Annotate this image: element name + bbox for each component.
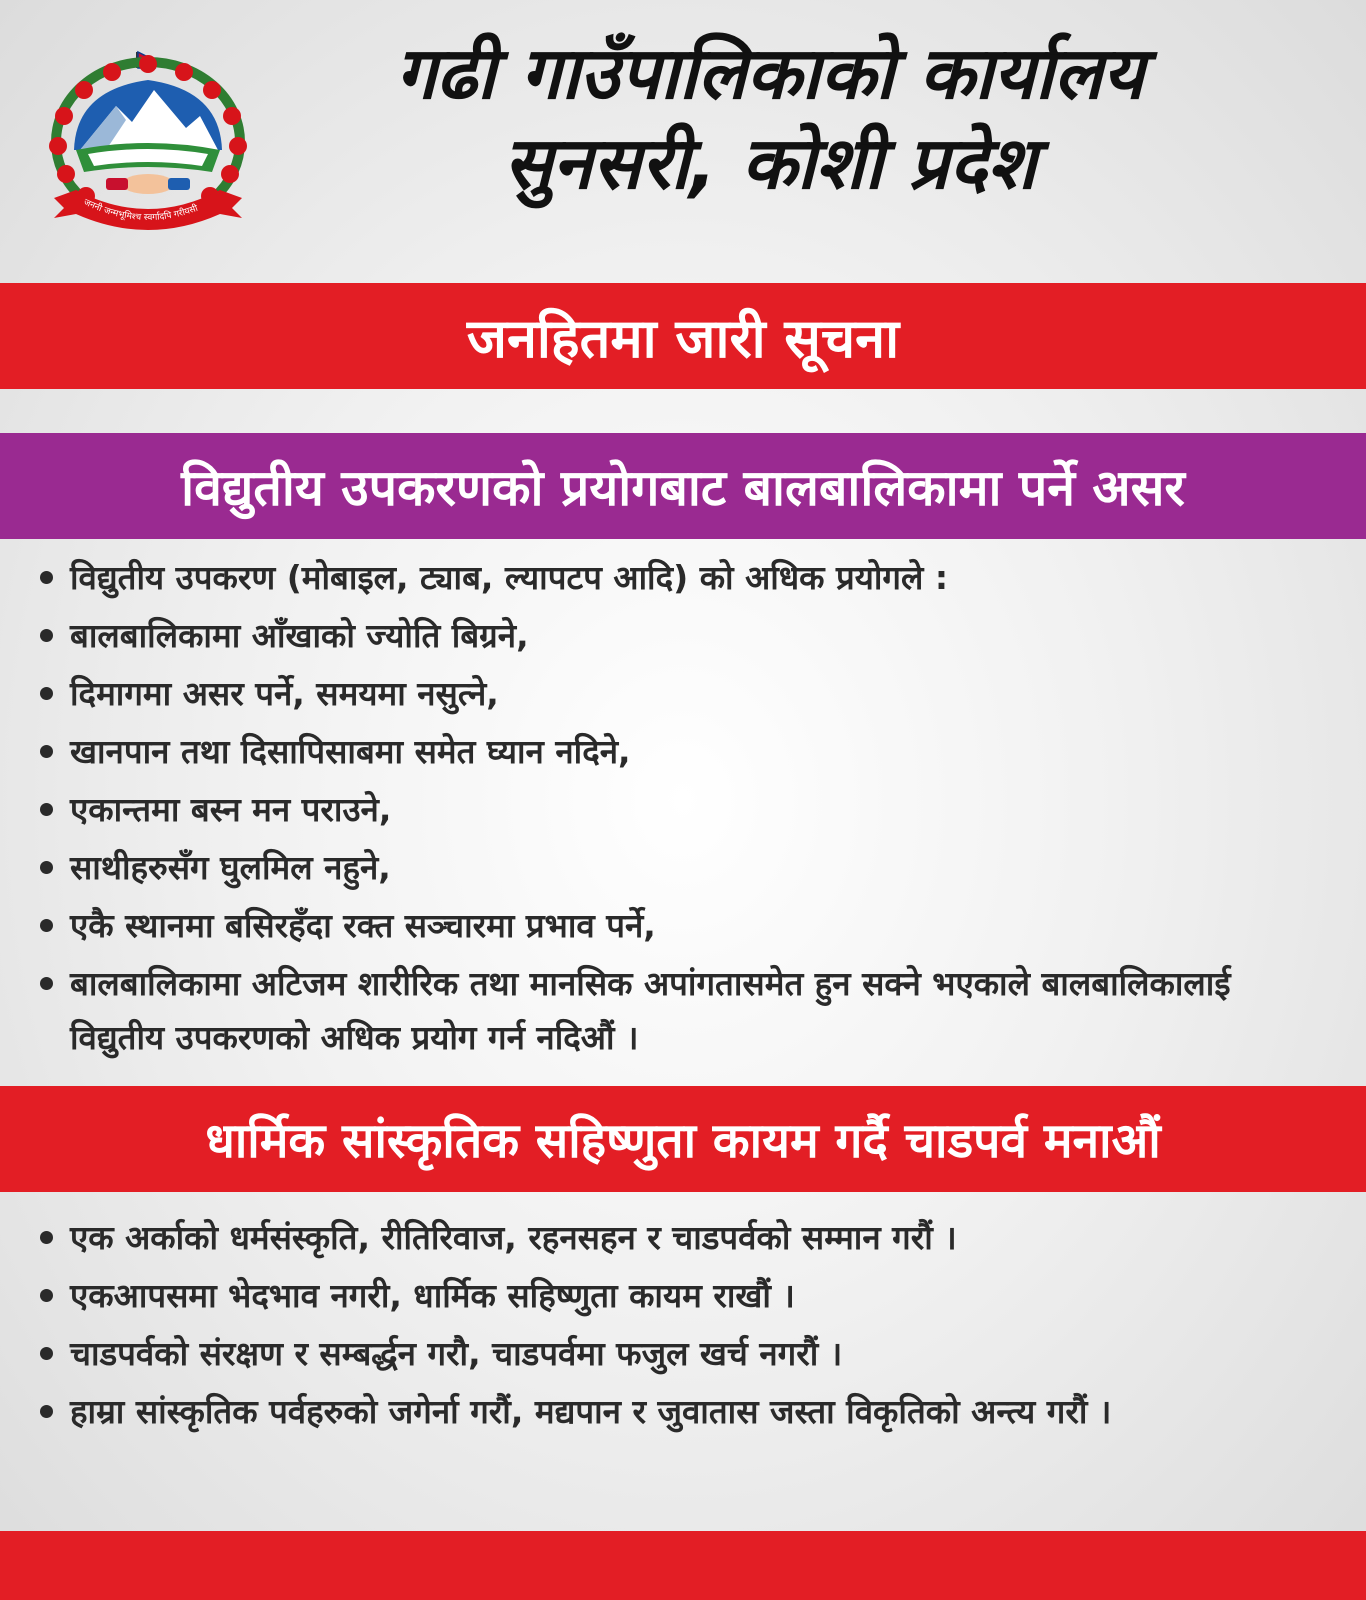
notice-title-banner xyxy=(0,283,1366,389)
bullet-icon xyxy=(40,1289,53,1302)
footer-bar xyxy=(0,1531,1366,1600)
list-item: बालबालिकामा अटिजम शारीरिक तथा मानसिक अपांगतासमेत हुन सक्ने भएकाले बालबालिकालाई विद्युतीय उपकरणको अधिक प्रयोग गर्न नदिऔं । xyxy=(36,957,1326,1065)
bullet-icon xyxy=(40,861,53,874)
list-item: एक अर्काको धर्मसंस्कृति, रीतिरिवाज, रहनसहन र चाडपर्वको सम्मान गरौं । xyxy=(36,1211,1326,1269)
emblem-motto: जननी जन्मभूमिश्च स्वर्गादपि गरीयसी xyxy=(81,197,200,224)
office-location: सुनसरी, कोशी प्रदेश xyxy=(503,121,1037,205)
nepal-emblem-icon xyxy=(36,50,260,240)
list-item: साथीहरुसँग घुलमिल नहुने, xyxy=(36,841,1326,899)
bullet-icon xyxy=(40,745,53,758)
bullet-icon xyxy=(40,629,53,642)
list-item: एकआपसमा भेदभाव नगरी, धार्मिक सहिष्णुता कायम राखौं । xyxy=(36,1269,1326,1327)
section2-title: धार्मिक सांस्कृतिक सहिष्णुता कायम गर्दै चाडपर्व मनाऔं xyxy=(205,1112,1161,1169)
list-item: हाम्रा सांस्कृतिक पर्वहरुको जगेर्ना गरौं, मद्यपान र जुवातास जस्ता विकृतिको अन्त्य गरौं । xyxy=(36,1385,1326,1439)
list-item: दिमागमा असर पर्ने, समयमा नसुत्ने, xyxy=(36,667,1326,725)
section2-title-banner xyxy=(0,1086,1366,1192)
section1-title-banner xyxy=(0,433,1366,539)
list-item: चाडपर्वको संरक्षण र सम्बर्द्धन गरौ, चाडपर्वमा फजुल खर्च नगरौं । xyxy=(36,1327,1326,1385)
office-name: गढी गाउँपालिकाको कार्यालय xyxy=(395,31,1145,115)
notice-title: जनहितमा जारी सूचना xyxy=(466,307,900,370)
list-item: विद्युतीय उपकरण (मोबाइल, ट्याब, ल्यापटप आदि) को अधिक प्रयोगले : xyxy=(36,551,1326,609)
list-item: खानपान तथा दिसापिसाबमा समेत घ्यान नदिने, xyxy=(36,725,1326,783)
office-title xyxy=(270,28,1270,208)
bullet-icon xyxy=(40,571,53,584)
header xyxy=(0,0,1366,282)
bullet-icon xyxy=(40,1231,53,1244)
list-item: बालबालिकामा आँखाको ज्योति बिग्रने, xyxy=(36,609,1326,667)
section1-title: विद्युतीय उपकरणको प्रयोगबाट बालबालिकामा पर्ने असर xyxy=(181,459,1185,517)
bullet-icon xyxy=(40,687,53,700)
bullet-icon xyxy=(40,1347,53,1360)
bullet-icon xyxy=(40,1405,53,1418)
bullet-icon xyxy=(40,977,53,990)
section1-list xyxy=(36,551,1326,1065)
section2-list xyxy=(36,1211,1326,1439)
list-item: एकान्तमा बस्न मन पराउने, xyxy=(36,783,1326,841)
bullet-icon xyxy=(40,919,53,932)
list-item: एकै स्थानमा बसिरहँदा रक्त सञ्चारमा प्रभाव पर्ने, xyxy=(36,899,1326,957)
bullet-icon xyxy=(40,803,53,816)
